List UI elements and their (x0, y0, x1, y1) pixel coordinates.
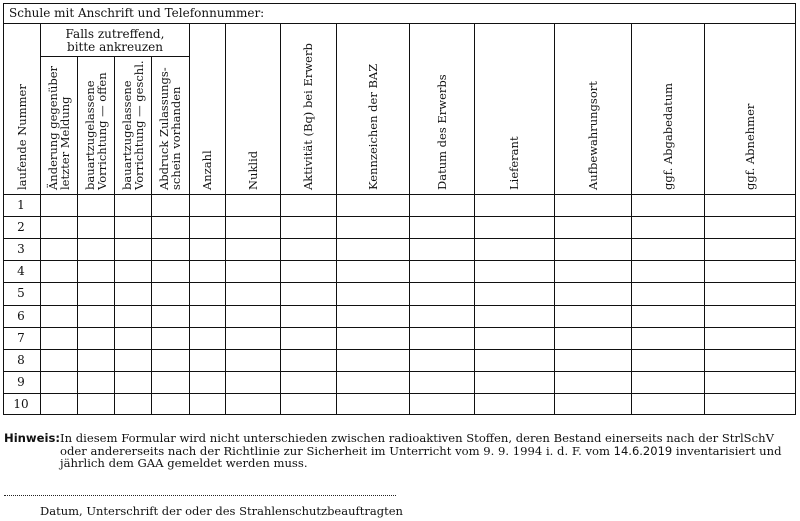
form-cell[interactable] (77, 305, 114, 327)
form-cell[interactable] (409, 194, 474, 216)
form-cell[interactable] (554, 238, 631, 260)
inventory-form (3, 3, 796, 415)
form-cell[interactable] (40, 305, 77, 327)
form-cell[interactable] (409, 216, 474, 238)
form-cell[interactable] (77, 393, 114, 415)
form-cell[interactable] (631, 349, 704, 371)
form-cell[interactable] (151, 349, 189, 371)
form-cell[interactable] (631, 327, 704, 349)
column-header-line: Lieferant (507, 136, 521, 190)
form-cell[interactable] (336, 282, 409, 304)
form-cell[interactable] (280, 282, 336, 304)
note-text-before: In diesem Formular wird nicht unterschieden zwischen radioaktiven Stoffen, deren Bestand einerseits nach der StrlSchV oder andererseits nach der Richtlinie zur Sicherheit im Unterricht vom 9. 9. 1994 i. d. F. vom (60, 431, 774, 458)
form-cell[interactable] (704, 260, 795, 282)
row-number: 3 (17, 242, 25, 257)
form-cell[interactable] (40, 216, 77, 238)
form-cell[interactable] (704, 238, 795, 260)
form-cell[interactable] (40, 349, 77, 371)
form-cell[interactable] (40, 238, 77, 260)
form-cell[interactable] (151, 260, 189, 282)
row-number: 2 (17, 220, 25, 235)
form-cell[interactable] (280, 238, 336, 260)
row-number: 10 (13, 396, 29, 411)
form-cell[interactable] (280, 393, 336, 415)
row-number: 5 (17, 286, 25, 301)
column-header (84, 60, 108, 190)
form-cell[interactable] (225, 393, 280, 415)
form-cell[interactable] (40, 194, 77, 216)
column-header-line: Aufbewahrungsort (585, 81, 600, 190)
form-cell[interactable] (40, 260, 77, 282)
form-cell[interactable] (40, 393, 77, 415)
form-cell[interactable] (114, 216, 151, 238)
form-cell[interactable] (704, 282, 795, 304)
form-cell[interactable] (409, 371, 474, 393)
column-header-line: Abdruck Zulassungs- (157, 67, 171, 190)
column-header-line: Datum des Erwerbs (434, 74, 449, 190)
form-cell[interactable] (474, 305, 554, 327)
form-cell[interactable] (114, 371, 151, 393)
note-text-after: inventarisiert und jährlich dem GAA gemeldet werden muss. (60, 443, 782, 470)
column-header (744, 27, 756, 190)
form-cell[interactable] (704, 349, 795, 371)
form-cell[interactable] (554, 349, 631, 371)
form-cell[interactable] (189, 349, 225, 371)
form-cell[interactable] (409, 349, 474, 371)
signature-line[interactable] (4, 495, 396, 496)
note-label: Hinweis: (4, 431, 61, 445)
column-header-line: schein vorhanden (169, 86, 183, 190)
row-number: 9 (17, 374, 25, 389)
form-cell[interactable] (114, 260, 151, 282)
form-cell[interactable] (40, 371, 77, 393)
form-cell[interactable] (554, 393, 631, 415)
form-cell[interactable] (225, 327, 280, 349)
row-number: 4 (17, 264, 25, 279)
column-header (16, 27, 28, 190)
checkbox-group-label-1: Falls zutreffend, (65, 27, 165, 41)
form-cell[interactable] (336, 327, 409, 349)
school-field-label: Schule mit Anschrift und Telefonnummer: (9, 6, 265, 20)
form-cell[interactable] (77, 371, 114, 393)
column-header (662, 27, 674, 190)
form-cell[interactable] (474, 327, 554, 349)
form-cell[interactable] (631, 371, 704, 393)
form-cell[interactable] (225, 349, 280, 371)
column-header-line: letzter Meldung (57, 96, 72, 190)
form-cell[interactable] (474, 216, 554, 238)
column-header-line: Nuklid (245, 150, 260, 190)
form-cell[interactable] (280, 216, 336, 238)
column-header (508, 27, 520, 190)
form-cell[interactable] (151, 282, 189, 304)
form-cell[interactable] (114, 282, 151, 304)
column-header-line: Anzahl (200, 150, 214, 190)
form-cell[interactable] (631, 393, 704, 415)
column-header (47, 60, 71, 190)
form-cell[interactable] (704, 194, 795, 216)
form-cell[interactable] (474, 393, 554, 415)
note-text (60, 432, 800, 470)
row-number: 7 (17, 330, 25, 345)
column-header-line: Vorrichtung — geschl. (131, 60, 146, 190)
form-cell[interactable] (280, 260, 336, 282)
form-cell[interactable] (336, 194, 409, 216)
note-date[interactable]: 14.6.2019 (613, 443, 673, 458)
form-cell[interactable] (280, 349, 336, 371)
form-cell[interactable] (554, 282, 631, 304)
form-cell[interactable] (151, 238, 189, 260)
column-header-line: bauartzugelassene (119, 80, 134, 190)
form-cell[interactable] (409, 393, 474, 415)
form-cell[interactable] (77, 194, 114, 216)
form-cell[interactable] (189, 194, 225, 216)
form-cell[interactable] (631, 216, 704, 238)
form-cell[interactable] (474, 260, 554, 282)
form-cell[interactable] (554, 327, 631, 349)
column-header-line: Vorrichtung — offen (94, 72, 109, 190)
form-cell[interactable] (189, 282, 225, 304)
form-cell[interactable] (189, 393, 225, 415)
form-cell[interactable] (631, 305, 704, 327)
column-header (302, 27, 314, 190)
form-cell[interactable] (704, 327, 795, 349)
form-cell[interactable] (554, 194, 631, 216)
column-header-line: Kennzeichen der BAZ (365, 63, 380, 190)
column-header-line: laufende Nummer (15, 84, 29, 190)
form-cell[interactable] (114, 238, 151, 260)
column-header (436, 27, 448, 190)
form-cell[interactable] (409, 238, 474, 260)
column-header (247, 27, 259, 190)
column-header-line: Aktivität (Bq) bei Erwerb (301, 43, 315, 190)
form-cell[interactable] (40, 327, 77, 349)
form-cell[interactable] (409, 260, 474, 282)
form-cell[interactable] (114, 194, 151, 216)
form-cell[interactable] (554, 305, 631, 327)
form-cell[interactable] (336, 305, 409, 327)
form-cell[interactable] (631, 238, 704, 260)
form-cell[interactable] (114, 327, 151, 349)
column-header-line: Änderung gegenüber (45, 65, 60, 190)
column-header (201, 27, 213, 190)
form-cell[interactable] (225, 282, 280, 304)
form-cell[interactable] (704, 305, 795, 327)
form-cell[interactable] (409, 327, 474, 349)
form-cell[interactable] (474, 194, 554, 216)
row-number: 1 (17, 198, 25, 212)
form-cell[interactable] (114, 305, 151, 327)
form-cell[interactable] (554, 260, 631, 282)
form-cell[interactable] (151, 305, 189, 327)
header-top-rule (4, 23, 795, 24)
form-cell[interactable] (189, 371, 225, 393)
form-cell[interactable] (336, 393, 409, 415)
form-cell[interactable] (336, 238, 409, 260)
note-section (4, 431, 796, 470)
form-cell[interactable] (151, 393, 189, 415)
form-cell[interactable] (280, 194, 336, 216)
form-cell[interactable] (77, 282, 114, 304)
form-cell[interactable] (189, 238, 225, 260)
form-cell[interactable] (189, 260, 225, 282)
column-header (367, 27, 379, 190)
column-header-line: ggf. Abnehmer (742, 103, 757, 190)
form-cell[interactable] (336, 371, 409, 393)
form-cell[interactable] (225, 194, 280, 216)
form-cell[interactable] (280, 371, 336, 393)
column-header (121, 60, 145, 190)
form-cell[interactable] (77, 238, 114, 260)
form-cell[interactable] (114, 349, 151, 371)
form-cell[interactable] (189, 305, 225, 327)
form-cell[interactable] (151, 216, 189, 238)
form-cell[interactable] (225, 216, 280, 238)
column-header-line: bauartzugelassene (82, 80, 97, 190)
form-cell[interactable] (280, 305, 336, 327)
column-header (158, 60, 182, 190)
form-cell[interactable] (704, 371, 795, 393)
form-cell[interactable] (704, 393, 795, 415)
form-cell[interactable] (409, 305, 474, 327)
form-cell[interactable] (189, 327, 225, 349)
form-cell[interactable] (77, 216, 114, 238)
form-cell[interactable] (336, 349, 409, 371)
form-cell[interactable] (474, 349, 554, 371)
form-cell[interactable] (77, 327, 114, 349)
column-header (587, 27, 599, 190)
form-cell[interactable] (77, 260, 114, 282)
form-cell[interactable] (225, 305, 280, 327)
form-cell[interactable] (151, 327, 189, 349)
form-cell[interactable] (409, 282, 474, 304)
form-cell[interactable] (189, 216, 225, 238)
form-cell[interactable] (77, 349, 114, 371)
form-cell[interactable] (631, 260, 704, 282)
form-cell[interactable] (474, 371, 554, 393)
form-cell[interactable] (280, 327, 336, 349)
form-cell[interactable] (704, 216, 795, 238)
row-number: 6 (17, 308, 25, 323)
form-cell[interactable] (225, 238, 280, 260)
form-cell[interactable] (554, 371, 631, 393)
form-cell[interactable] (631, 282, 704, 304)
form-cell[interactable] (151, 194, 189, 216)
form-cell[interactable] (225, 260, 280, 282)
signature-label: Datum, Unterschrift der oder des Strahlenschutzbeauftragten (40, 504, 403, 518)
form-cell[interactable] (114, 393, 151, 415)
form-cell[interactable] (336, 216, 409, 238)
form-cell[interactable] (554, 216, 631, 238)
row-number: 8 (17, 352, 25, 367)
form-cell[interactable] (151, 371, 189, 393)
form-cell[interactable] (474, 282, 554, 304)
form-cell[interactable] (336, 260, 409, 282)
form-cell[interactable] (40, 282, 77, 304)
form-cell[interactable] (474, 238, 554, 260)
form-cell[interactable] (225, 371, 280, 393)
checkbox-group-label-2: bitte ankreuzen (67, 40, 163, 54)
form-cell[interactable] (631, 194, 704, 216)
column-header-line: ggf. Abgabedatum (660, 82, 675, 190)
